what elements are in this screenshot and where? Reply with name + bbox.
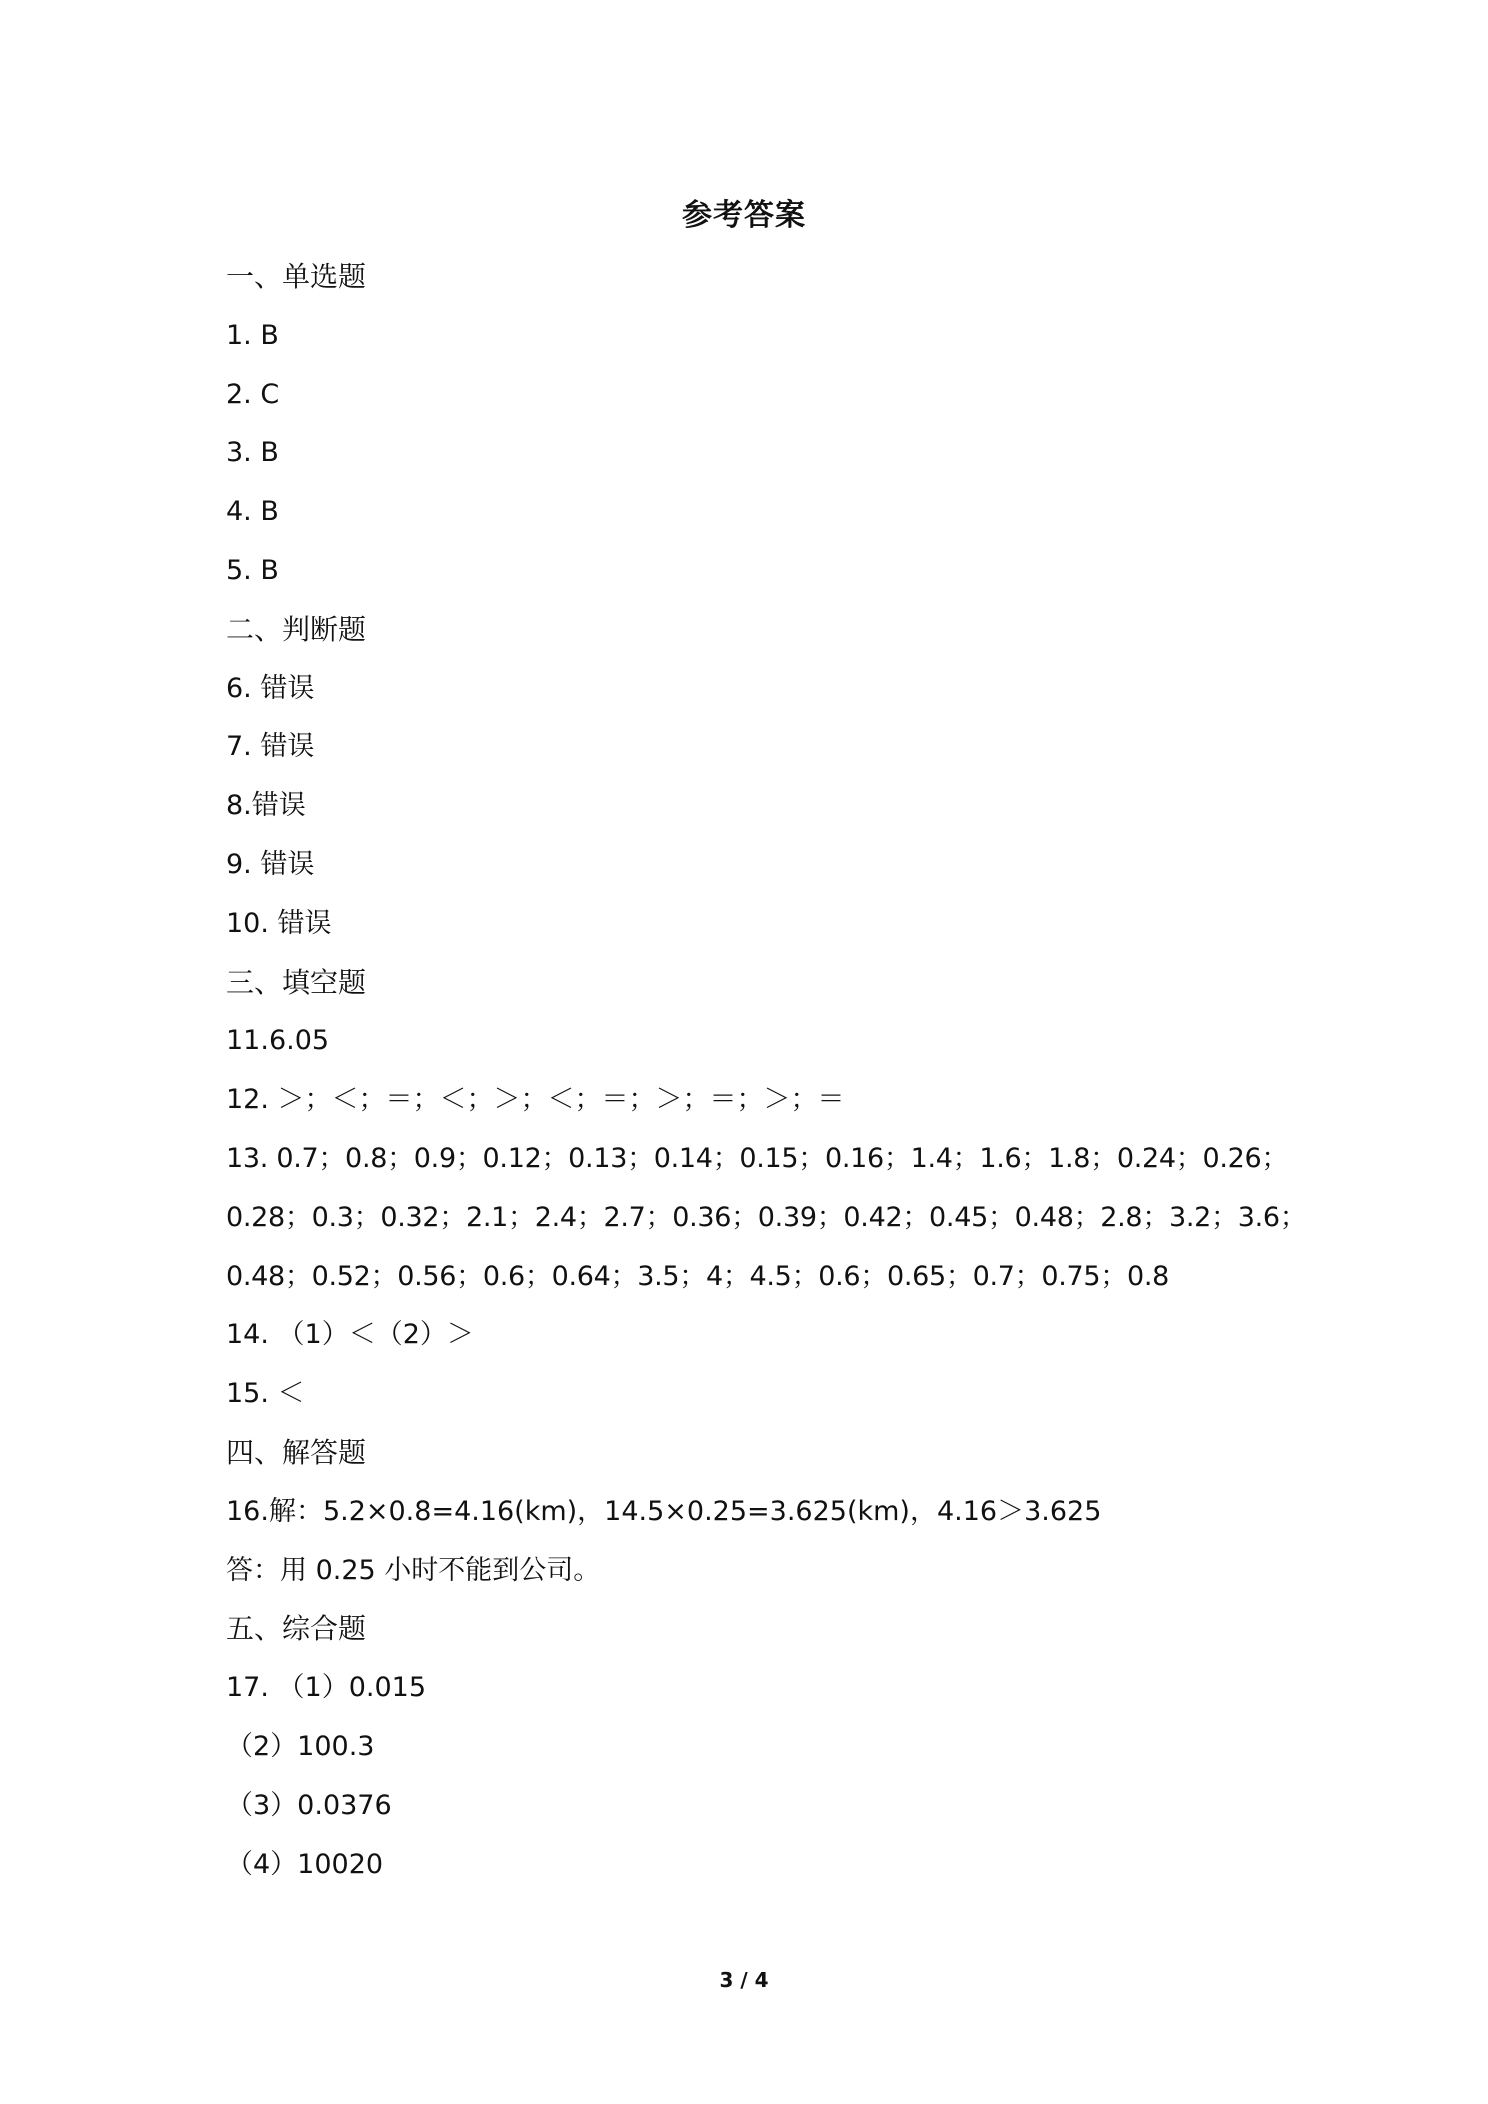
answer-line: （2）100.3 — [226, 1730, 375, 1762]
section-heading-solution: 四、解答题 — [226, 1435, 367, 1469]
answer-line: 6. 错误 — [226, 672, 315, 704]
section-heading-fill-blank: 三、填空题 — [226, 965, 367, 999]
answer-line: 8.错误 — [226, 790, 306, 822]
answer-line: 11.6.05 — [226, 1025, 330, 1057]
section-heading-true-false: 二、判断题 — [226, 612, 367, 646]
answer-line: 5. B — [226, 554, 279, 586]
answer-line: 13. 0.7；0.8；0.9；0.12；0.13；0.14；0.15；0.16；1.4；1.6；1.8；0.24；0.26； — [226, 1142, 1289, 1174]
answer-line: 15. ＜ — [226, 1378, 305, 1410]
answer-line: 1. B — [226, 319, 279, 351]
answer-line: 2. C — [226, 378, 280, 410]
page-number: 3 / 4 — [719, 1968, 769, 1992]
section-heading-comprehensive: 五、综合题 — [226, 1612, 367, 1646]
answer-line: 10. 错误 — [226, 907, 332, 939]
answer-line: 3. B — [226, 437, 279, 469]
answer-line: （3）0.0376 — [226, 1789, 392, 1821]
answer-list — [226, 248, 1307, 1894]
answer-line: 0.48；0.52；0.56；0.6；0.64；3.5；4；4.5；0.6；0.65；0.7；0.75；0.8 — [226, 1260, 1170, 1292]
answer-line: 12. ＞；＜；＝；＜；＞；＜；＝；＞；＝；＞；＝ — [226, 1084, 845, 1116]
answer-line: 14. （1）＜（2）＞ — [226, 1319, 474, 1351]
answer-line: 16.解：5.2×0.8=4.16(km)，14.5×0.25=3.625(km)，4.16＞3.625 — [226, 1495, 1102, 1527]
answer-line: 9. 错误 — [226, 848, 315, 880]
answer-line: 17. （1）0.015 — [226, 1672, 426, 1704]
answer-line: （4）10020 — [226, 1848, 384, 1880]
answer-line: 7. 错误 — [226, 731, 315, 763]
answer-line: 4. B — [226, 496, 279, 528]
answer-line: 答：用 0.25 小时不能到公司。 — [226, 1554, 601, 1586]
answer-line: 0.28；0.3；0.32；2.1；2.4；2.7；0.36；0.39；0.42；0.45；0.48；2.8；3.2；3.6； — [226, 1201, 1307, 1233]
section-heading-single-choice: 一、单选题 — [226, 260, 367, 293]
page-title: 参考答案 — [682, 198, 806, 233]
